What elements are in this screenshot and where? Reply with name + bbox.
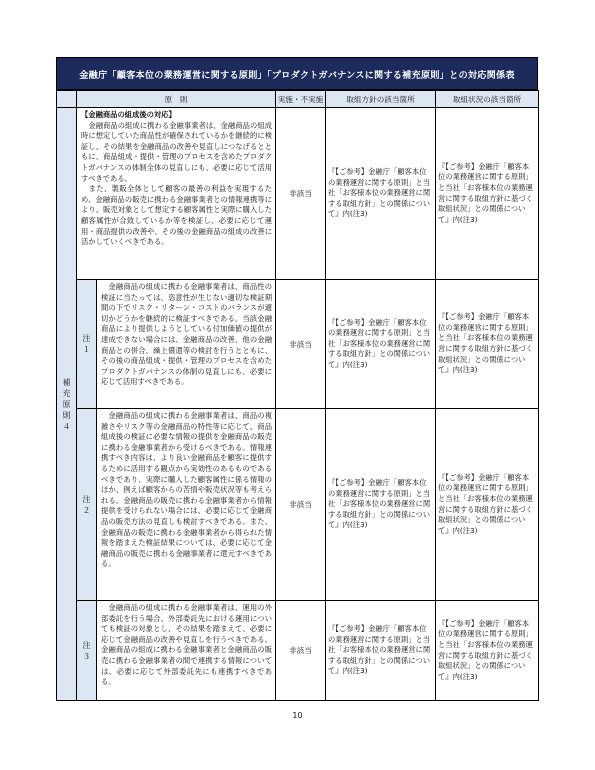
table-title: 金融庁「顧客本位の業務運営に関する原則」「プロダクトガバナンスに関する補充原則」との対応関係表 (56, 57, 538, 90)
group-label: 補充原則４ (62, 377, 71, 431)
principle-cell (97, 280, 276, 409)
table-row (57, 108, 539, 280)
correspondence-table (56, 90, 539, 701)
policy-location-cell: 『【ご参考】金融庁「顧客本位の業務運営に関する原則」と当社「お客様本位の業務運営に関する取組方針」との関係について』内(注3) (326, 409, 436, 601)
status-location-cell: 『【ご参考】金融庁「顧客本位の業務運営に関する原則」と当社「お客様本位の業務運営に関する取組方針に基づく取組状況」との関係について』内(注3) (436, 601, 539, 701)
principle-cell (97, 409, 276, 601)
status-location-cell: 『【ご参考】金融庁「顧客本位の業務運営に関する原則」と当社「お客様本位の業務運営に関する取組方針に基づく取組状況」との関係について』内(注3) (436, 280, 539, 409)
principle-text: 金融商品の組成に携わる金融事業者は、運用の外部委託を行う場合、外部委託先における運用についても検証の対象とし、その結果を踏まえて、必要に応じて金融商品の改善や見直しを行うべきである。金融商品の組成に携わる金融事業者と金融商品の販売に携わる金融事業者の間で連携する情報については、必要に応じて外部委託先にも連携すべきである。 (101, 603, 272, 687)
implementation-cell: 非該当 (276, 280, 326, 409)
principle-text: 金融商品の組成に携わる金融事業者は、商品性の検証に当たっては、恣意性が生じない適切な検証期間の下でリスク・リターン・コストのバランスが適切かどうかを継続的に検証すべきである。当該金融商品により提供しようとしている付加価値の提供が達成できない場合には、金融商品の改善、他の金融商品との併合、繰上償還等の検討を行うとともに、その後の商品組成・提供・管理のプロセスを含めたプロダクトガバナンスの体制の見直しにも、必要に応じて活用すべきである。 (101, 282, 272, 387)
implementation-cell: 非該当 (276, 409, 326, 601)
principle-text: 金融商品の組成に携わる金融事業者は、金融商品の組成時に想定していた商品性が確保されているかを継続的に検証し、その結果を金融商品の改善や見直しにつなげるとともに、商品組成・提供・管理のプロセスを含めたプロダクトガバナンスの体制全体の見直しにも、必要に応じて活用すべきである。 また、製販全体として顧客の最善の利益を実現するため、金融商品の販売に携わる金融事業者との情報連携等により、販売対象として想定する顧客属性と実際に購入した顧客属性が合致しているか等を検証し、必要に応じて運用・商品提供の改善や、その後の金融商品の組成の改善に活かしていくべきである。 (81, 120, 272, 247)
header-blank (57, 91, 77, 108)
note-label-cell (77, 409, 97, 601)
status-location-cell: 『【ご参考】金融庁「顧客本位の業務運営に関する原則」と当社「お客様本位の業務運営に関する取組方針に基づく取組状況」との関係について』内(注3) (436, 409, 539, 601)
table-row (57, 601, 539, 701)
status-location-cell: 『【ご参考】金融庁「顧客本位の業務運営に関する原則」と当社「お客様本位の業務運営に関する取組方針に基づく取組状況」との関係について』内(注3) (436, 108, 539, 280)
header-status-location: 取組状況の該当箇所 (436, 91, 539, 108)
policy-location-cell: 『【ご参考】金融庁「顧客本位の業務運営に関する原則」と当社「お客様本位の業務運営に関する取組方針」との関係について』内(注3) (326, 601, 436, 701)
note-label-cell (77, 280, 97, 409)
header-row (57, 91, 539, 108)
principle-text: 金融商品の組成に携わる金融事業者は、商品の複雑さやリスク等の金融商品の特性等に応じて、商品組成後の検証に必要な情報の提供を金融商品の販売に携わる金融事業者から受けるべきである。情報連携すべき内容は、より良い金融商品を顧客に提供するために活用する観点から実効性のあるものであるべきであり、実際に購入した顧客属性に係る情報のほか、例えば顧客からの苦情や販売状況等も考えられる。金融商品の販売に携わる金融事業者から情報提供を受けられない場合には、必要に応じて金融商品の販売方法の見直しも検討すべきである。また、金融商品の販売に携わる金融事業者から得られた情報を踏まえた検証結果については、必要に応じて金融商品の販売に携わる金融事業者に還元すべきである。 (101, 411, 272, 569)
principle-heading: 【金融商品の組成後の対応】 (81, 110, 176, 119)
implementation-cell: 非該当 (276, 108, 326, 280)
principle-cell (97, 601, 276, 701)
table-row (57, 280, 539, 409)
header-principle: 原 則 (77, 91, 276, 108)
note-label: 注３ (82, 640, 91, 661)
header-implementation: 実施・不実施 (276, 91, 326, 108)
table-row (57, 409, 539, 601)
page-number: 10 (292, 711, 303, 720)
note-label-cell (77, 601, 97, 701)
group-label-cell (57, 108, 77, 701)
note-label: 注２ (82, 494, 91, 515)
policy-location-cell: 『【ご参考】金融庁「顧客本位の業務運営に関する原則」と当社「お客様本位の業務運営に関する取組方針」との関係について』内(注3) (326, 108, 436, 280)
implementation-cell: 非該当 (276, 601, 326, 701)
note-label: 注１ (82, 334, 91, 354)
header-policy-location: 取組方針の該当箇所 (326, 91, 436, 108)
principle-cell (77, 108, 276, 280)
policy-location-cell: 『【ご参考】金融庁「顧客本位の業務運営に関する原則」と当社「お客様本位の業務運営に関する取組方針」との関係について』内(注3) (326, 280, 436, 409)
